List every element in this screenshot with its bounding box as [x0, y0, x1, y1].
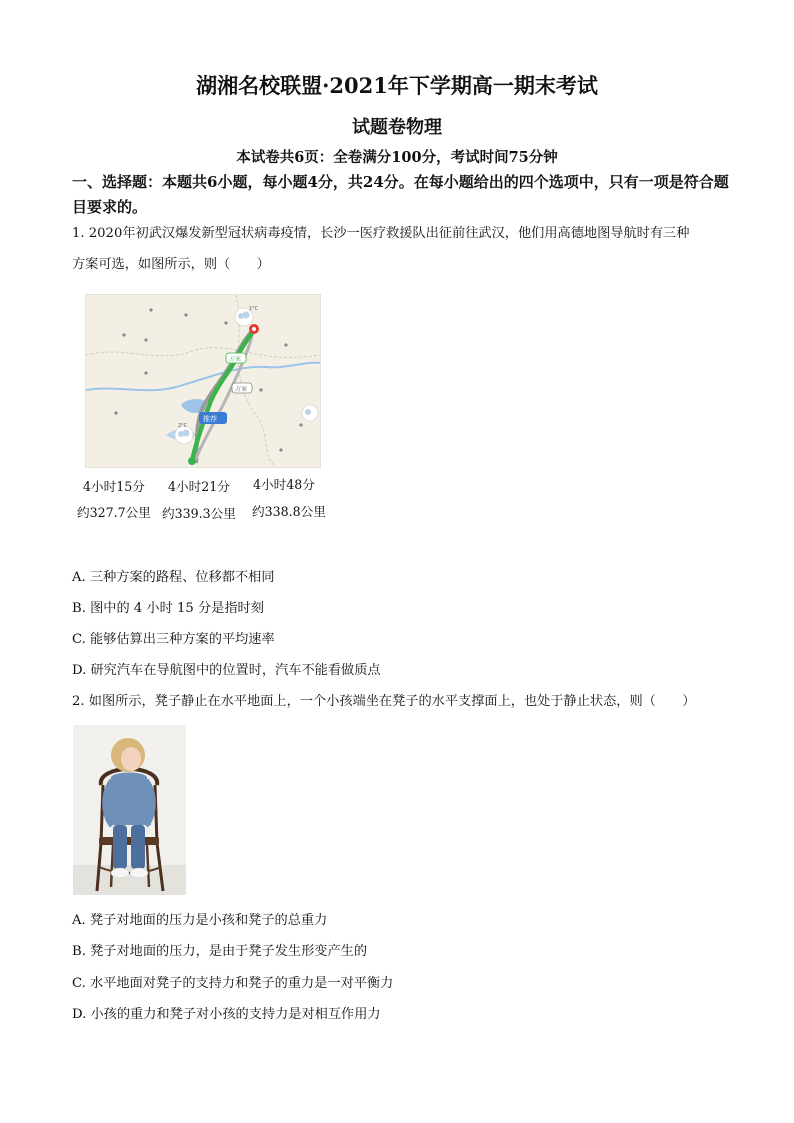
route-alt1-label: 方案 [229, 356, 242, 363]
q1-option-d: D. 研究汽车在导航图中的位置时，汽车不能看做质点 [72, 663, 381, 678]
exam-info: 本试卷共6页：全卷满分100分，考试时间75分钟 [236, 149, 558, 166]
svg-text:2°C: 2°C [178, 423, 188, 429]
q2-option-c: C. 水平地面对凳子的支持力和凳子的重力是一对平衡力 [72, 976, 394, 991]
q2-option-d: D. 小孩的重力和凳子对小孩的支持力是对相互作用力 [72, 1007, 381, 1022]
route1-distance: 约327.7公里 [77, 505, 151, 520]
route2-time: 4小时21分 [168, 479, 230, 494]
navigation-map [85, 294, 321, 468]
route1-time: 4小时15分 [83, 479, 145, 494]
q2-option-a: A. 凳子对地面的压力是小孩和凳子的总重力 [72, 913, 328, 928]
exam-title: 湖湘名校联盟·2021年下学期高一期末考试 [196, 73, 598, 98]
svg-text:1°C: 1°C [249, 306, 259, 312]
q1-option-c: C. 能够估算出三种方案的平均速率 [72, 632, 275, 647]
q1-option-a: A. 三种方案的路程、位移都不相同 [72, 570, 275, 585]
q2-option-b: B. 凳子对地面的压力，是由于凳子发生形变产生的 [72, 944, 368, 959]
route3-time: 4小时48分 [253, 477, 315, 492]
q1-stem-line1: 1. 2020年初武汉爆发新型冠状病毒疫情，长沙一医疗救援队出征前往武汉，他们用高德地图导航时有三种 [72, 226, 690, 241]
child-on-chair-photo [73, 725, 186, 895]
q1-stem-line2: 方案可选，如图所示，则（ ） [72, 257, 270, 272]
route-alt2-label: 方案 [235, 386, 248, 393]
q2-stem: 2. 如图所示，凳子静止在水平地面上，一个小孩端坐在凳子的水平支撑面上，也处于静止状态，则（ ） [72, 694, 696, 709]
q1-option-b: B. 图中的 4 小时 15 分是指时刻 [72, 601, 264, 616]
exam-subtitle: 试题卷物理 [352, 117, 442, 138]
weather-icon [302, 405, 318, 421]
section-heading: 一、选择题：本题共6小题，每小题4分，共24分。在每小题给出的四个选项中，只有一项是符合题目要求的。 [72, 173, 729, 216]
route2-distance: 约339.3公里 [162, 506, 236, 521]
route3-distance: 约338.8公里 [252, 504, 326, 519]
route-badge-label: 推荐 [203, 415, 217, 423]
